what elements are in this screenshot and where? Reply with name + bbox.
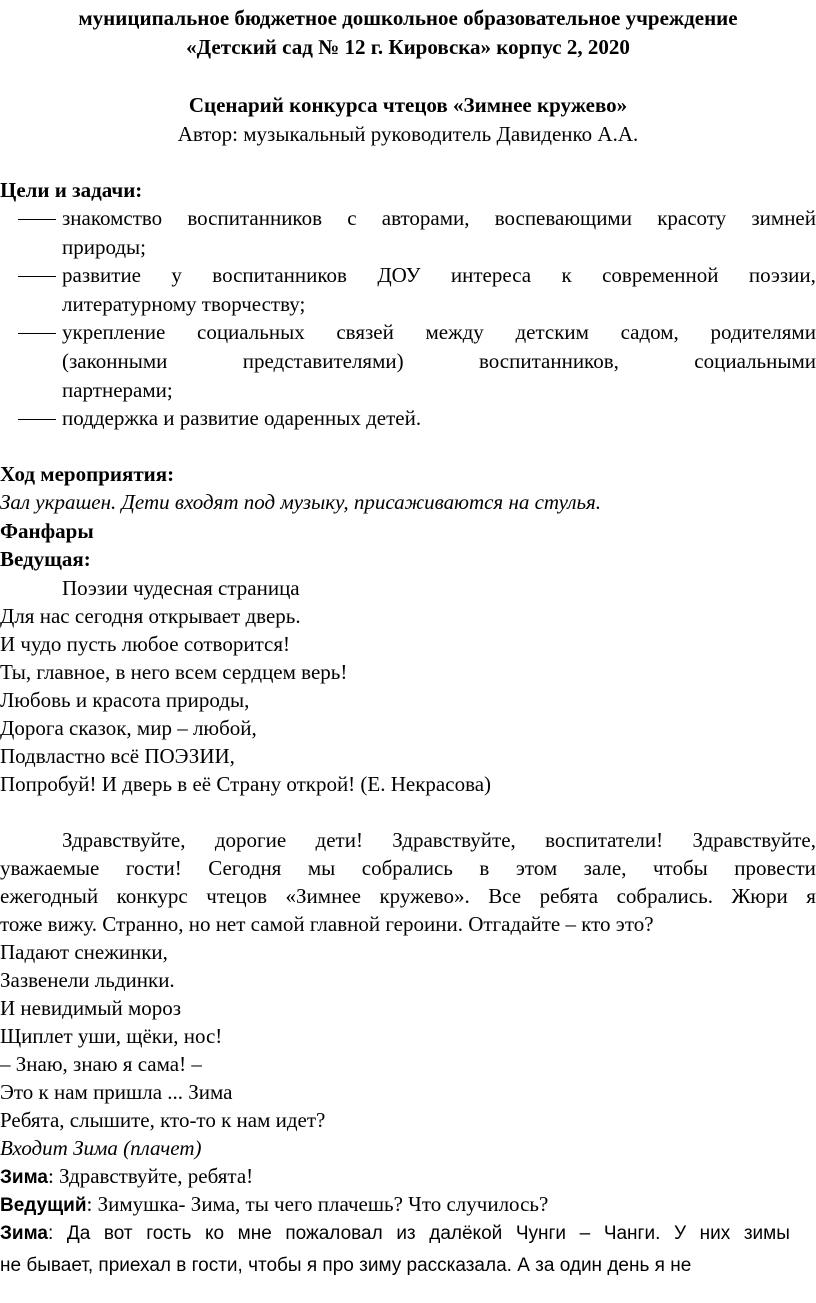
word: развитие — [62, 263, 142, 287]
word: авторами, — [381, 206, 470, 230]
word: «Зимнее — [285, 884, 361, 908]
word: зимы — [743, 1223, 790, 1244]
poem-line: Любовь и красота природы, — [0, 688, 250, 712]
enter-direction: Входит Зима (плачет) — [0, 1136, 202, 1160]
goal-item-3-line1 — [62, 322, 816, 343]
word: социальными — [694, 349, 816, 373]
word: Да — [66, 1223, 91, 1244]
poem-line: Для нас сегодня открывает дверь. — [0, 604, 301, 628]
word: – — [579, 1223, 591, 1244]
speaker-name: Зима — [0, 1167, 48, 1188]
word: мы — [307, 856, 336, 880]
goals-heading: Цели и задачи: — [0, 178, 143, 202]
greeting-line: тоже вижу. Странно, но нет самой главной героини. Отгадайте – кто это? — [0, 912, 654, 936]
riddle-line: И невидимый мороз — [0, 996, 182, 1020]
word: укрепление — [62, 320, 166, 344]
word: между — [425, 320, 484, 344]
word: кружево». — [379, 884, 470, 908]
word: далёкой — [429, 1223, 503, 1244]
dialogue-line — [0, 1224, 790, 1243]
speech-text — [48, 1224, 790, 1243]
riddle-line: Это к нам пришла ... Зима — [0, 1080, 233, 1104]
poem-line: Поэзии чудесная страница — [62, 576, 300, 600]
word: чтобы — [652, 856, 708, 880]
greeting-line — [62, 830, 816, 851]
word: провести — [734, 856, 816, 880]
word: Здравствуйте, — [392, 828, 516, 852]
word: гость — [146, 1223, 192, 1244]
word: из — [396, 1223, 416, 1244]
word: воспевающими — [494, 206, 632, 230]
list-dash — [18, 208, 56, 220]
list-dash — [18, 408, 56, 420]
institution-name: муниципальное бюджетное дошкольное образовательное учреждение — [78, 6, 738, 30]
word: с — [347, 206, 357, 230]
list-dash — [18, 265, 56, 277]
dialogue-line — [0, 1194, 548, 1215]
word: социальных — [197, 320, 305, 344]
word: ежегодный — [0, 884, 99, 908]
word: дети! — [315, 828, 363, 852]
goal-item-3-line3: партнерами; — [62, 378, 173, 402]
word: Сегодня — [208, 856, 282, 880]
poem-line: Попробуй! И дверь в её Страну открой! (Е. Некрасова) — [0, 772, 492, 796]
poem-line: Ты, главное, в него всем сердцем верь! — [0, 660, 348, 684]
word: родителями — [710, 320, 816, 344]
word: Все — [488, 884, 522, 908]
speaker-name: Ведущий — [0, 1195, 87, 1216]
word: у — [171, 263, 182, 287]
word: садом, — [620, 320, 679, 344]
institution-subtitle: «Детский сад № 12 г. Кировска» корпус 2, 2020 — [186, 35, 630, 59]
dialogue-line — [0, 1166, 253, 1187]
word: интереса — [450, 263, 532, 287]
word: Здравствуйте, — [692, 828, 816, 852]
word: У — [673, 1223, 687, 1244]
word: современной — [602, 263, 719, 287]
word: Чанги. — [603, 1223, 661, 1244]
word: связей — [336, 320, 394, 344]
document-title: Сценарий конкурса чтецов «Зимнее кружево» — [188, 93, 628, 117]
word: Жюри — [731, 884, 788, 908]
word: ко — [204, 1223, 225, 1244]
word: ДОУ — [377, 263, 421, 287]
riddle-line: Ребята, слышите, кто-то к нам идет? — [0, 1108, 326, 1132]
word: к — [561, 263, 572, 287]
greeting-line — [0, 858, 816, 879]
word: гости! — [125, 856, 182, 880]
word: чтецов — [206, 884, 267, 908]
word: представителями) — [242, 349, 404, 373]
poem-line: И чудо пусть любое сотворится! — [0, 632, 290, 656]
word: воспитанников — [187, 206, 322, 230]
word: я — [806, 884, 816, 908]
word: красоту — [657, 206, 727, 230]
host-label: Ведущая: — [0, 547, 91, 571]
goal-item-4-line1: поддержка и развитие одаренных детей. — [62, 406, 422, 430]
word: воспитанников — [212, 263, 347, 287]
word: Здравствуйте, — [62, 828, 186, 852]
goal-item-2-line1 — [62, 265, 816, 286]
poem-line: Дорога сказок, мир – любой, — [0, 716, 257, 740]
word: собрались — [361, 856, 453, 880]
word: конкурс — [116, 884, 188, 908]
fanfare-label: Фанфары — [0, 519, 94, 543]
riddle-line: Щиплет уши, щёки, нос! — [0, 1024, 223, 1048]
word: собрались. — [616, 884, 713, 908]
goal-item-2-line2: литературному творчеству; — [62, 292, 306, 316]
word: этом — [515, 856, 558, 880]
document-author: Автор: музыкальный руководитель Давиденко А.А. — [177, 122, 639, 146]
riddle-line: Падают снежинки, — [0, 940, 168, 964]
speech-text: : Здравствуйте, ребята! — [47, 1164, 254, 1188]
word: воспитатели! — [545, 828, 664, 852]
goal-item-1-line2: природы; — [62, 235, 146, 259]
word: вот — [103, 1223, 133, 1244]
goal-item-1-line1 — [62, 208, 816, 229]
word: пожаловал — [285, 1223, 383, 1244]
event-heading: Ход мероприятия: — [0, 462, 175, 486]
word: детским — [515, 320, 589, 344]
speech-text: : Зимушка- Зима, ты чего плачешь? Что случилось? — [86, 1192, 549, 1216]
word: знакомство — [62, 206, 163, 230]
word: : — [47, 1223, 54, 1244]
word: Чунги — [515, 1223, 567, 1244]
word: дорогие — [214, 828, 287, 852]
word: (законными — [62, 349, 168, 373]
speech-text: не бывает, приехал в гости, чтобы я про зиму рассказала. А за один день я не — [0, 1255, 692, 1276]
word: зале, — [583, 856, 627, 880]
word: них — [699, 1223, 731, 1244]
greeting-line — [0, 886, 816, 907]
word: зимней — [751, 206, 816, 230]
word: воспитанников, — [479, 349, 619, 373]
poem-line: Подвластно всё ПОЭЗИИ, — [0, 744, 235, 768]
stage-direction: Зал украшен. Дети входят под музыку, присаживаются на стулья. — [0, 490, 602, 514]
word: ребята — [539, 884, 599, 908]
riddle-line: – Знаю, знаю я сама! – — [0, 1052, 202, 1076]
goal-item-3-line2 — [62, 351, 816, 372]
riddle-line: Зазвенели льдинки. — [0, 968, 175, 992]
word: уважаемые — [0, 856, 100, 880]
list-dash — [18, 322, 56, 334]
word: в — [479, 856, 490, 880]
word: поэзии, — [748, 263, 816, 287]
speaker-name: Зима — [0, 1223, 48, 1244]
word: мне — [237, 1223, 272, 1244]
